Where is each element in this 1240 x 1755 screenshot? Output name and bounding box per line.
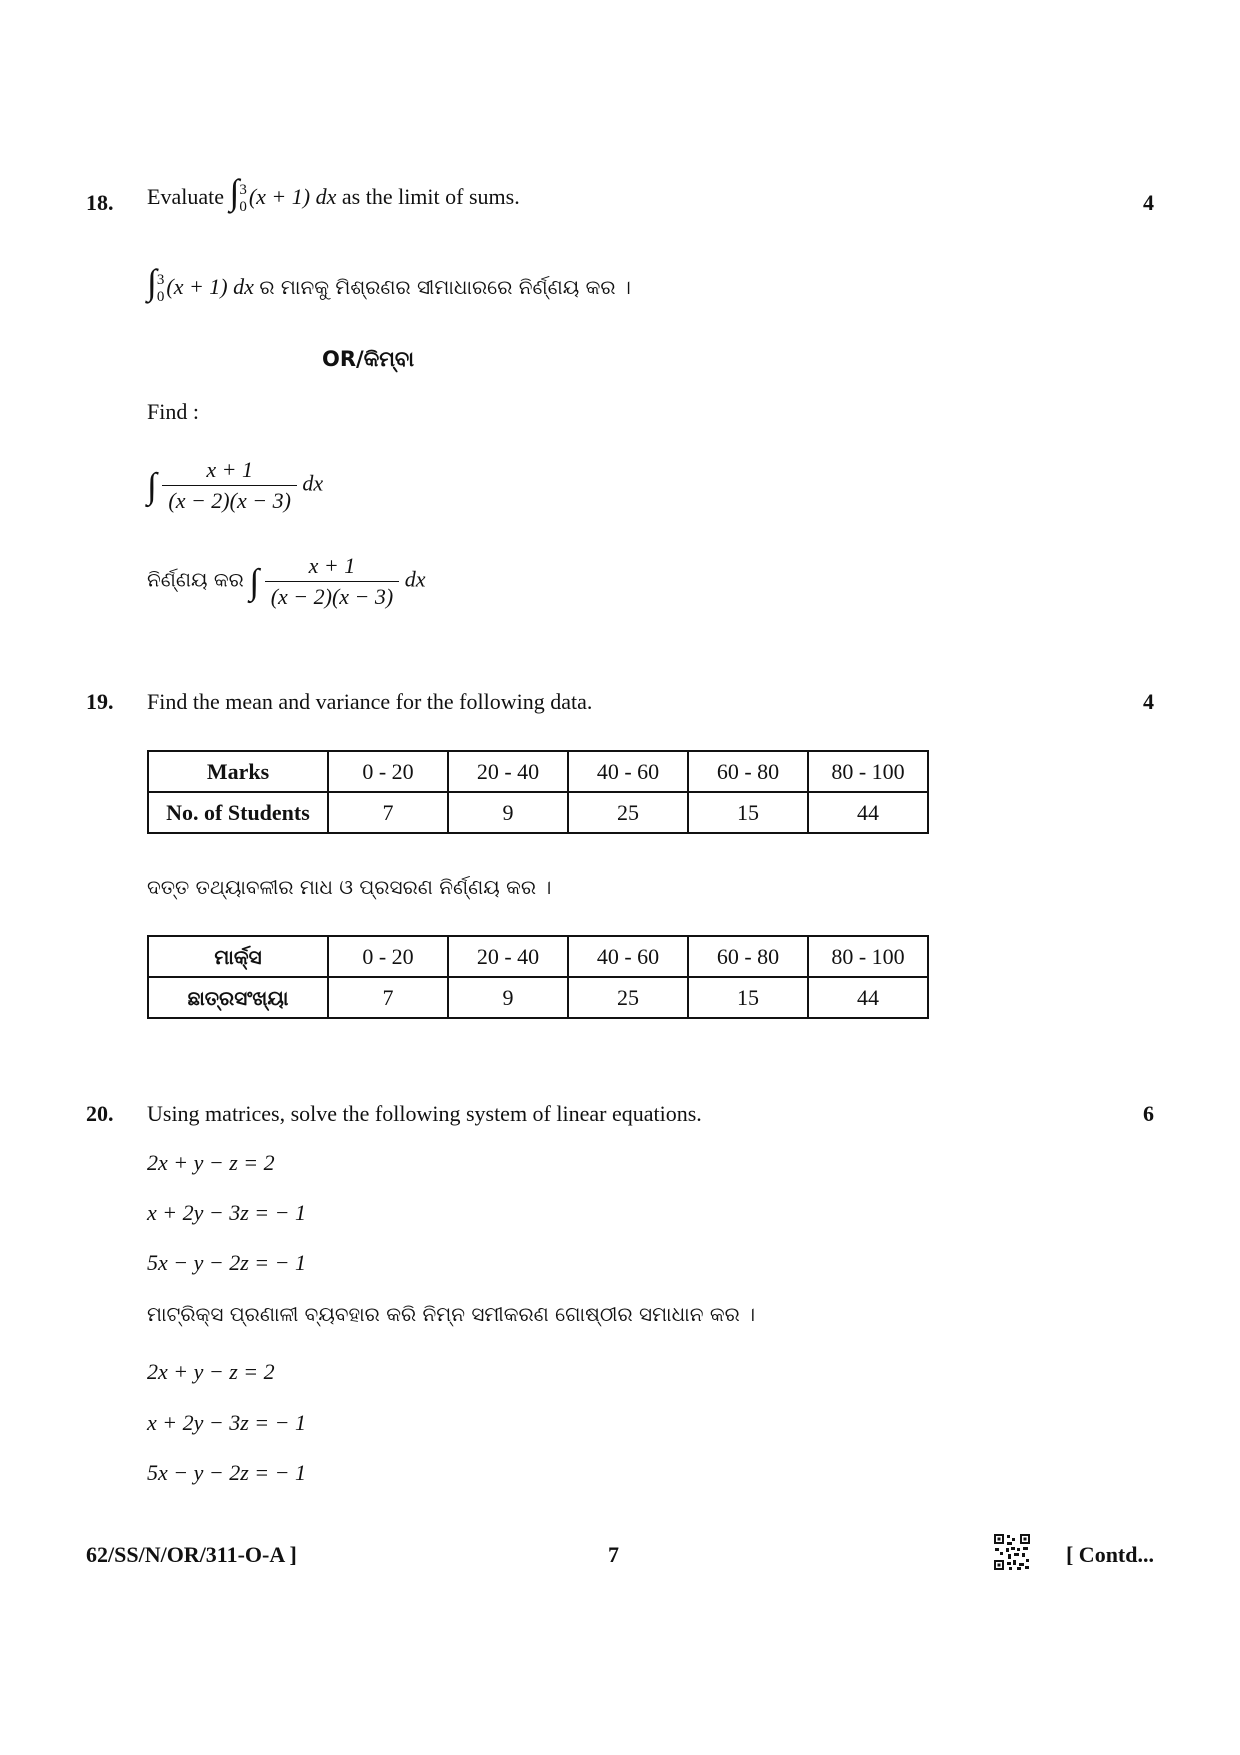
q18-odia-integrand: (x + 1) dx bbox=[166, 274, 254, 299]
fraction bbox=[265, 553, 400, 610]
table-cell: 60 - 80 bbox=[688, 936, 808, 977]
fraction-numerator: x + 1 bbox=[308, 553, 356, 578]
q18-upper-limit: 3 bbox=[239, 181, 247, 198]
equation-2-odia: x + 2y − 3z = − 1 bbox=[147, 1410, 306, 1435]
q18-tail: as the limit of sums. bbox=[341, 184, 520, 209]
q18-odia-tail: ର ମାନକୁ ମିଶ୍ରଣର ସୀମାଧାରରେ ନିର୍ଣ୍ଣୟ କର । bbox=[259, 275, 631, 299]
table-cell: 44 bbox=[808, 792, 928, 833]
q19-marks: 4 bbox=[1143, 689, 1154, 714]
odia-find-label: ନିର୍ଣ୍ଣୟ କର bbox=[147, 567, 244, 592]
q18-odia-lower-limit: 0 bbox=[156, 288, 165, 305]
q18-number: 18. bbox=[86, 190, 114, 215]
table-head-marks: ମାର୍କ୍ସ bbox=[148, 936, 328, 977]
integral-sign: ∫ bbox=[249, 561, 260, 602]
q18-odia-statement bbox=[147, 264, 631, 306]
equation-1-odia: 2x + y − z = 2 bbox=[147, 1359, 275, 1384]
table-cell: 40 - 60 bbox=[568, 751, 688, 792]
table-cell: 25 bbox=[568, 792, 688, 833]
continued-label: [ Contd... bbox=[1065, 1542, 1154, 1567]
table-cell: 60 - 80 bbox=[688, 751, 808, 792]
or-label: OR/କିମ୍ବା bbox=[322, 347, 415, 371]
fraction-denominator: (x − 2)(x − 3) bbox=[265, 581, 400, 610]
find-label: Find : bbox=[147, 399, 199, 424]
table-cell: 0 - 20 bbox=[328, 936, 448, 977]
table-cell: 7 bbox=[328, 792, 448, 833]
equation-3-odia: 5x − y − 2z = − 1 bbox=[147, 1460, 306, 1485]
table-head-students: ଛାତ୍ରସଂଖ୍ୟା bbox=[148, 977, 328, 1018]
fraction bbox=[162, 457, 297, 514]
equation-1: 2x + y − z = 2 bbox=[147, 1150, 275, 1175]
dx-label: dx bbox=[404, 566, 426, 592]
table-cell: 44 bbox=[808, 977, 928, 1018]
q18-marks: 4 bbox=[1143, 190, 1154, 215]
q20-statement: Using matrices, solve the following system of linear equations. bbox=[147, 1101, 702, 1126]
q18-or-integral bbox=[147, 457, 323, 514]
table-row bbox=[148, 977, 928, 1018]
q20-odia-statement: ମାଟ୍ରିକ୍ସ ପ୍ରଣାଳୀ ବ୍ୟବହାର କରି ନିମ୍ନ ସମୀକରଣ ଗୋଷ୍ଠୀର ସମାଧାନ କର । bbox=[147, 1302, 756, 1326]
marks-table-odia bbox=[147, 935, 929, 1019]
q18-integrand: (x + 1) dx bbox=[248, 184, 337, 209]
qr-code-icon bbox=[993, 1533, 1031, 1571]
table-cell: 15 bbox=[688, 977, 808, 1018]
integral-sign: ∫ bbox=[229, 172, 240, 212]
q18-odia-or-integral bbox=[147, 553, 426, 610]
table-cell: 15 bbox=[688, 792, 808, 833]
marks-table-english bbox=[147, 750, 929, 834]
equation-3: 5x − y − 2z = − 1 bbox=[147, 1250, 306, 1275]
table-head-marks: Marks bbox=[148, 751, 328, 792]
q18-evaluate-word: Evaluate bbox=[147, 184, 224, 209]
q18-lower-limit: 0 bbox=[239, 198, 247, 215]
table-cell: 0 - 20 bbox=[328, 751, 448, 792]
integral-sign: ∫ bbox=[147, 465, 157, 506]
table-cell: 25 bbox=[568, 977, 688, 1018]
table-cell: 40 - 60 bbox=[568, 936, 688, 977]
q18-odia-upper-limit: 3 bbox=[156, 271, 165, 288]
fraction-numerator: x + 1 bbox=[206, 457, 253, 482]
table-cell: 20 - 40 bbox=[448, 936, 568, 977]
table-cell: 80 - 100 bbox=[808, 751, 928, 792]
fraction-denominator: (x − 2)(x − 3) bbox=[162, 485, 297, 514]
table-cell: 7 bbox=[328, 977, 448, 1018]
table-row bbox=[148, 792, 928, 833]
page-number: 7 bbox=[608, 1542, 619, 1567]
integral-sign: ∫ bbox=[147, 262, 157, 302]
q20-marks: 6 bbox=[1143, 1101, 1154, 1126]
equation-2: x + 2y − 3z = − 1 bbox=[147, 1200, 306, 1225]
table-cell: 9 bbox=[448, 792, 568, 833]
q20-number: 20. bbox=[86, 1101, 114, 1126]
paper-code: 62/SS/N/OR/311-O-A ] bbox=[86, 1542, 297, 1567]
table-cell: 80 - 100 bbox=[808, 936, 928, 977]
table-row bbox=[148, 751, 928, 792]
table-cell: 20 - 40 bbox=[448, 751, 568, 792]
dx-label: dx bbox=[302, 470, 324, 496]
q19-number: 19. bbox=[86, 689, 114, 714]
q18-statement bbox=[147, 174, 520, 216]
q19-odia-statement: ଦତ୍ତ ତଥ୍ୟାବଳୀର ମାଧ ଓ ପ୍ରସରଣ ନିର୍ଣ୍ଣୟ କର । bbox=[147, 875, 552, 899]
table-row bbox=[148, 936, 928, 977]
table-head-students: No. of Students bbox=[148, 792, 328, 833]
q19-statement: Find the mean and variance for the following data. bbox=[147, 689, 593, 714]
table-cell: 9 bbox=[448, 977, 568, 1018]
